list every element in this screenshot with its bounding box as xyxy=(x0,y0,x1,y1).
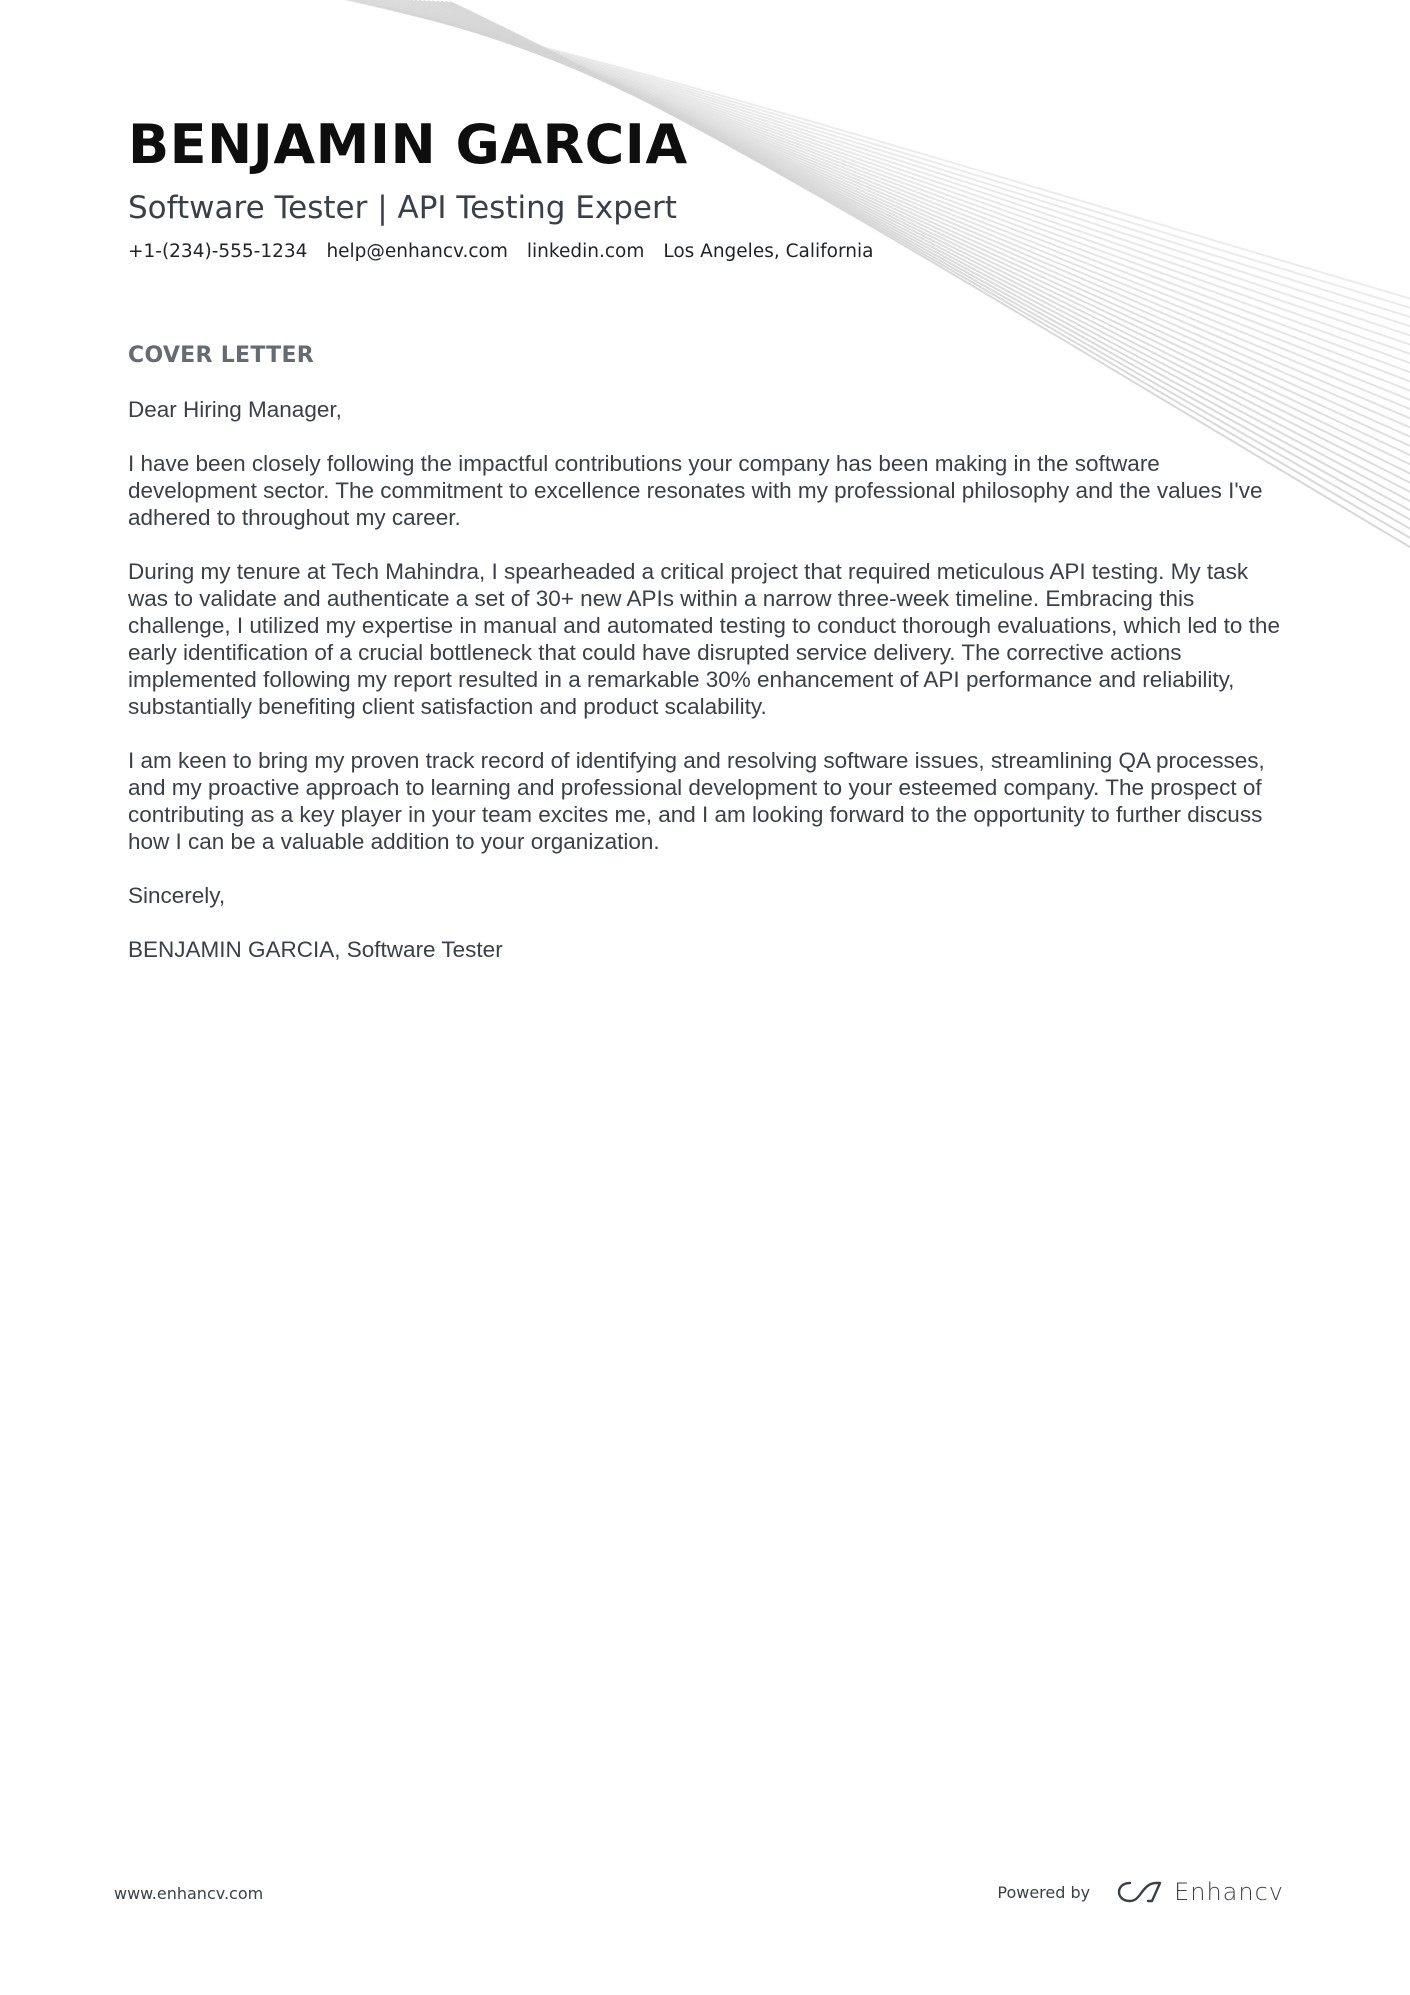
powered-by-label: Powered by xyxy=(997,1882,1091,1902)
brand xyxy=(1116,1878,1284,1906)
contact-email: help@enhancv.com xyxy=(326,241,508,262)
letter-paragraph-2: During my tenure at Tech Mahindra, I spearheaded a critical project that required meticulous API testing. My task was to validate and authenticate a set of 30+ new APIs within a narrow three-week timeline. Embracing this challenge, I utilized my expertise in manual and automated testing to conduct thorough evaluations, which led to the early identification of a crucial bottleneck that could have disrupted service delivery. The corrective actions implemented following my report resulted in a remarkable 30% enhancement of API performance and reliability, substantially benefiting client satisfaction and product scalability. xyxy=(128,559,1280,719)
footer-website: www.enhancv.com xyxy=(114,1884,264,1903)
candidate-name: BENJAMIN GARCIA xyxy=(128,113,688,176)
contact-info xyxy=(128,240,1288,264)
letter-paragraph-1: I have been closely following the impactful contributions your company has been making in the software development sector. The commitment to excellence resonates with my professional philosophy and the values I've adhered to throughout my career. xyxy=(128,451,1263,530)
letter-paragraph-3: I am keen to bring my proven track record of identifying and resolving software issues, streamlining QA processes, and my proactive approach to learning and professional development to your esteemed company. The prospect of contributing as a key player in your team excites me, and I am looking forward to the opportunity to further discuss how I can be a valuable addition to your organization. xyxy=(128,748,1265,854)
contact-linkedin: linkedin.com xyxy=(526,241,645,262)
candidate-role: Software Tester | API Testing Expert xyxy=(128,190,677,226)
contact-phone: +1-(234)-555-1234 xyxy=(128,241,308,262)
section-title: COVER LETTER xyxy=(128,343,315,368)
brand-name: Enhancv xyxy=(1174,1878,1284,1906)
letter-signature: BENJAMIN GARCIA, Software Tester xyxy=(128,937,503,962)
enhancv-logo-icon xyxy=(1116,1879,1164,1905)
cover-letter-document xyxy=(128,110,1288,963)
letter-closing: Sincerely, xyxy=(128,883,226,908)
contact-location: Los Angeles, California xyxy=(663,241,874,262)
letter-greeting: Dear Hiring Manager, xyxy=(128,397,342,422)
footer-branding xyxy=(997,1878,1284,1906)
